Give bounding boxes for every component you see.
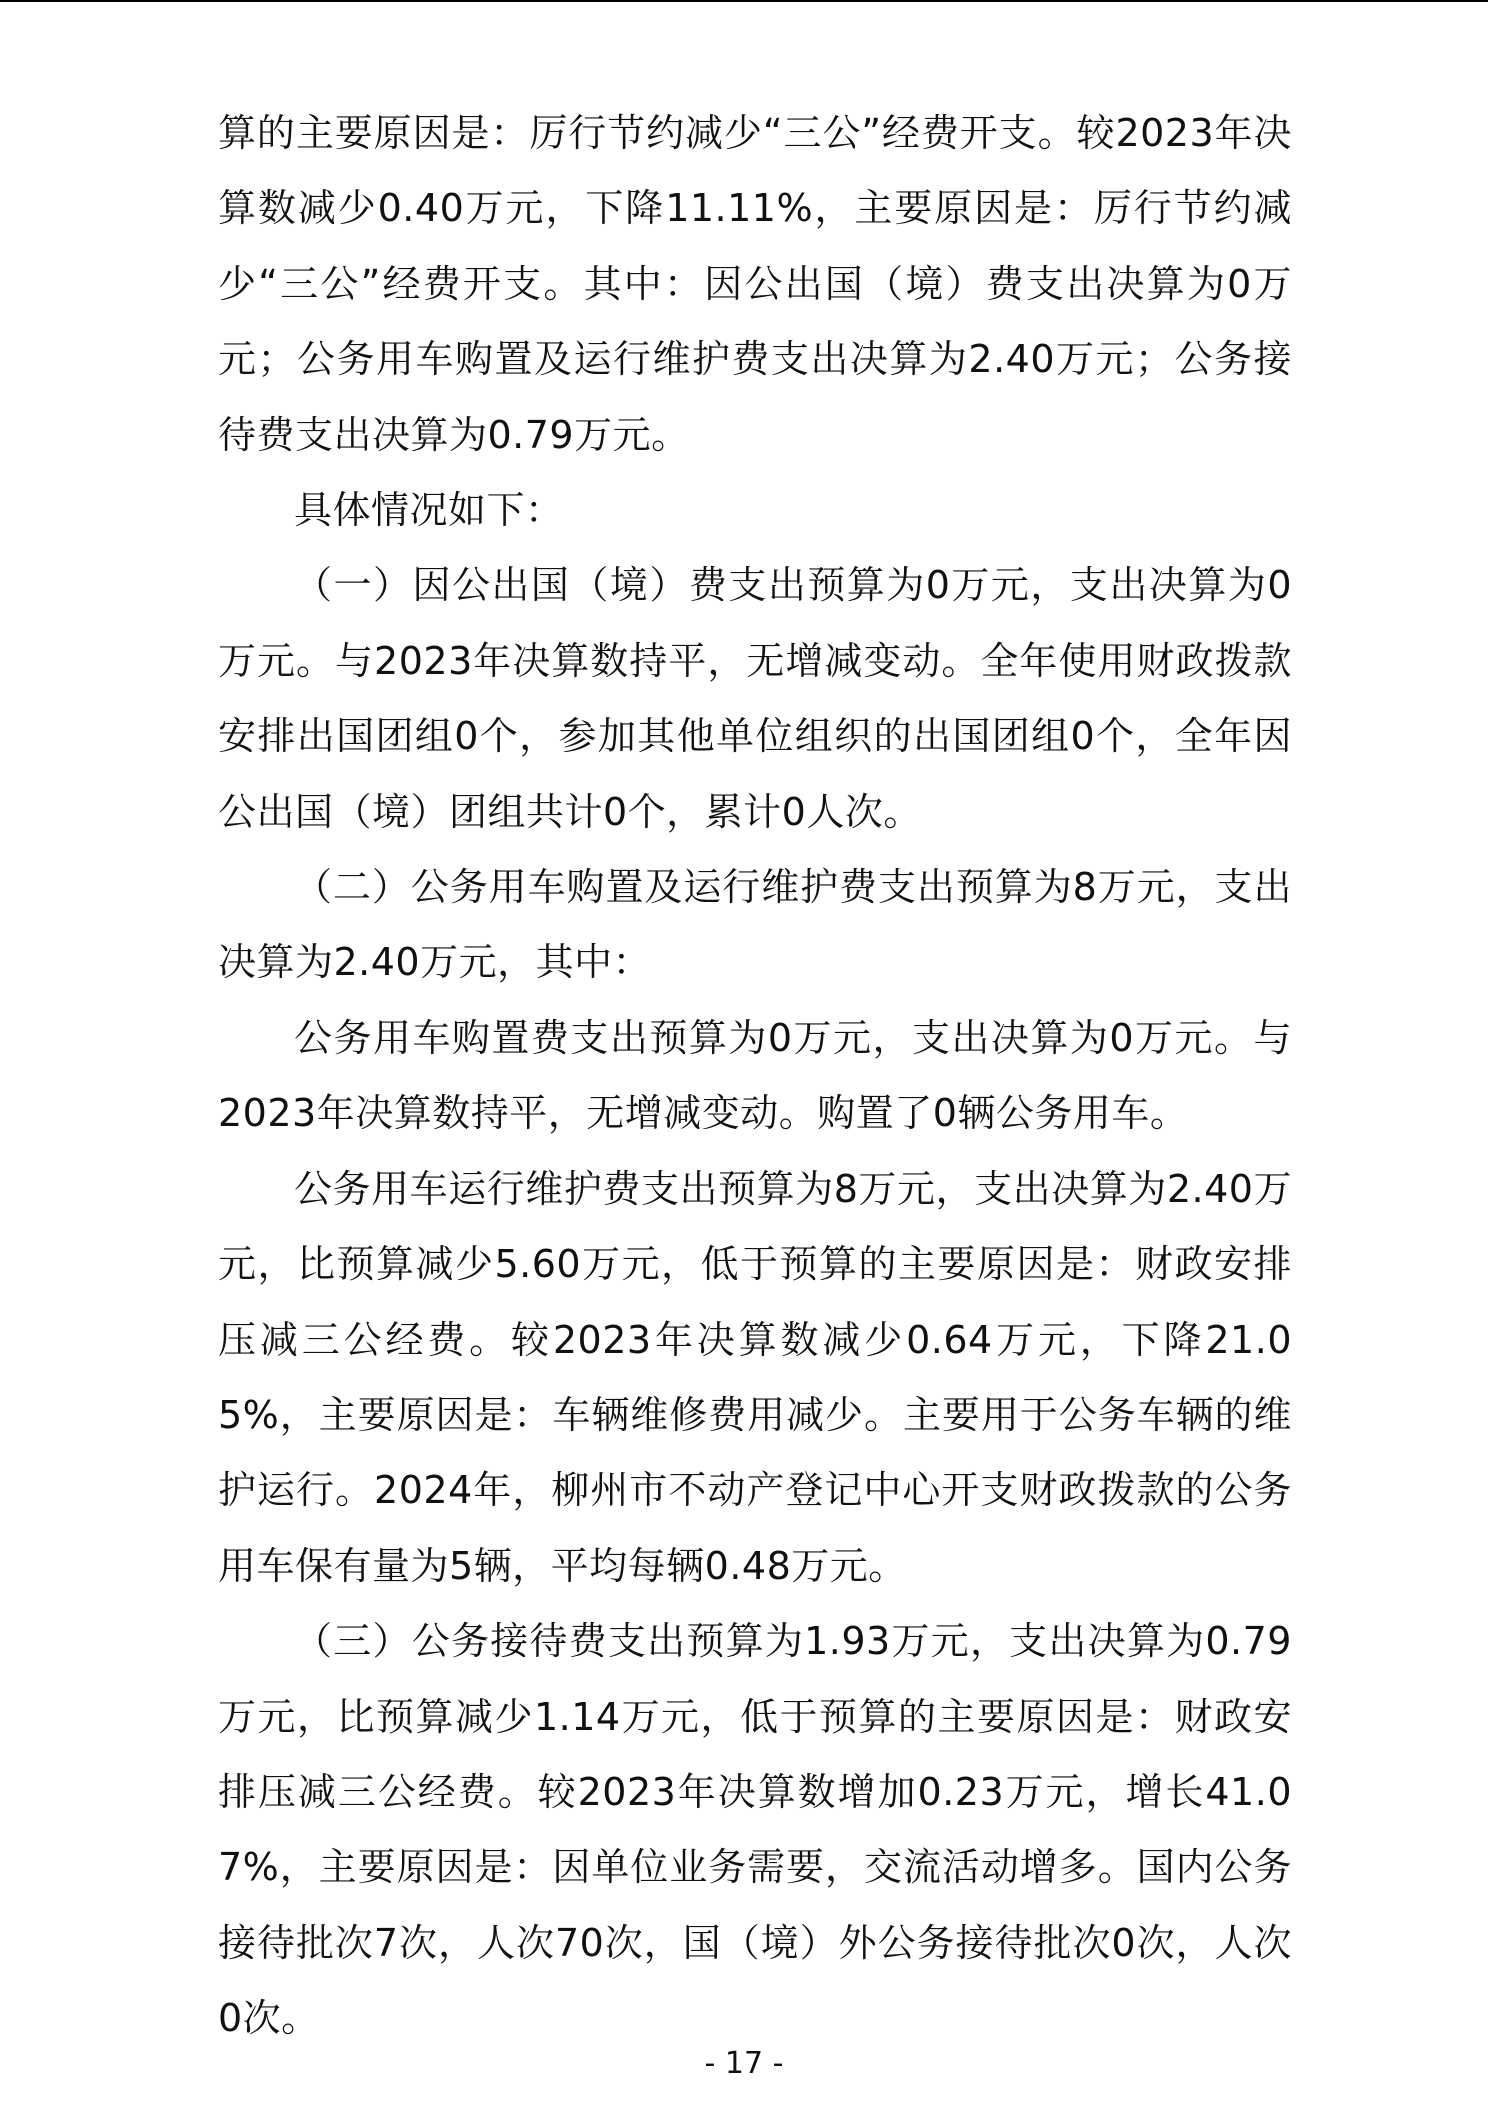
- paragraph-overseas-travel: （一）因公出国（境）费支出预算为0万元，支出决算为0万元。与2023年决算数持平，无增减变动。全年使用财政拨款安排出国团组0个，参加其他单位组织的出国团组0个，全年因公出国（境）团组共计0个，累计0人次。: [218, 563, 1292, 834]
- page-top-border: [0, 0, 1488, 2]
- paragraph-official-reception: （三）公务接待费支出预算为1.93万元，支出决算为0.79万元，比预算减少1.14万元，低于预算的主要原因是：财政安排压减三公经费。较2023年决算数增加0.23万元，增长41.07%，主要原因是：因单位业务需要，交流活动增多。国内公务接待批次7次，人次70次，国（境）外公务接待批次0次，人次0次。: [218, 1619, 1292, 2041]
- paragraph-details-intro: 具体情况如下：: [294, 488, 564, 533]
- paragraph-vehicle-maintenance: 公务用车运行维护费支出预算为8万元，支出决算为2.40万元，比预算减少5.60万元，低于预算的主要原因是：财政安排压减三公经费。较2023年决算数减少0.64万元，下降21.05%，主要原因是：车辆维修费用减少。主要用于公务车辆的维护运行。2024年，柳州市不动产登记中心开支财政拨款的公务用车保有量为5辆，平均每辆0.48万元。: [218, 1166, 1292, 1588]
- paragraph-official-vehicles: （二）公务用车购置及运行维护费支出预算为8万元，支出决算为2.40万元，其中：: [218, 865, 1292, 985]
- paragraph-budget-summary: 算的主要原因是：厉行节约减少“三公”经费开支。较2023年决算数减少0.40万元，下降11.11%，主要原因是：厉行节约减少“三公”经费开支。其中：因公出国（境）费支出决算为0万元；公务用车购置及运行维护费支出决算为2.40万元；公务接待费支出决算为0.79万元。: [218, 111, 1292, 457]
- paragraph-vehicle-purchase: 公务用车购置费支出预算为0万元，支出决算为0万元。与2023年决算数持平，无增减变动。购置了0辆公务用车。: [218, 1015, 1292, 1136]
- page-number: - 17 -: [704, 2046, 784, 2081]
- document-body: [218, 96, 1292, 2057]
